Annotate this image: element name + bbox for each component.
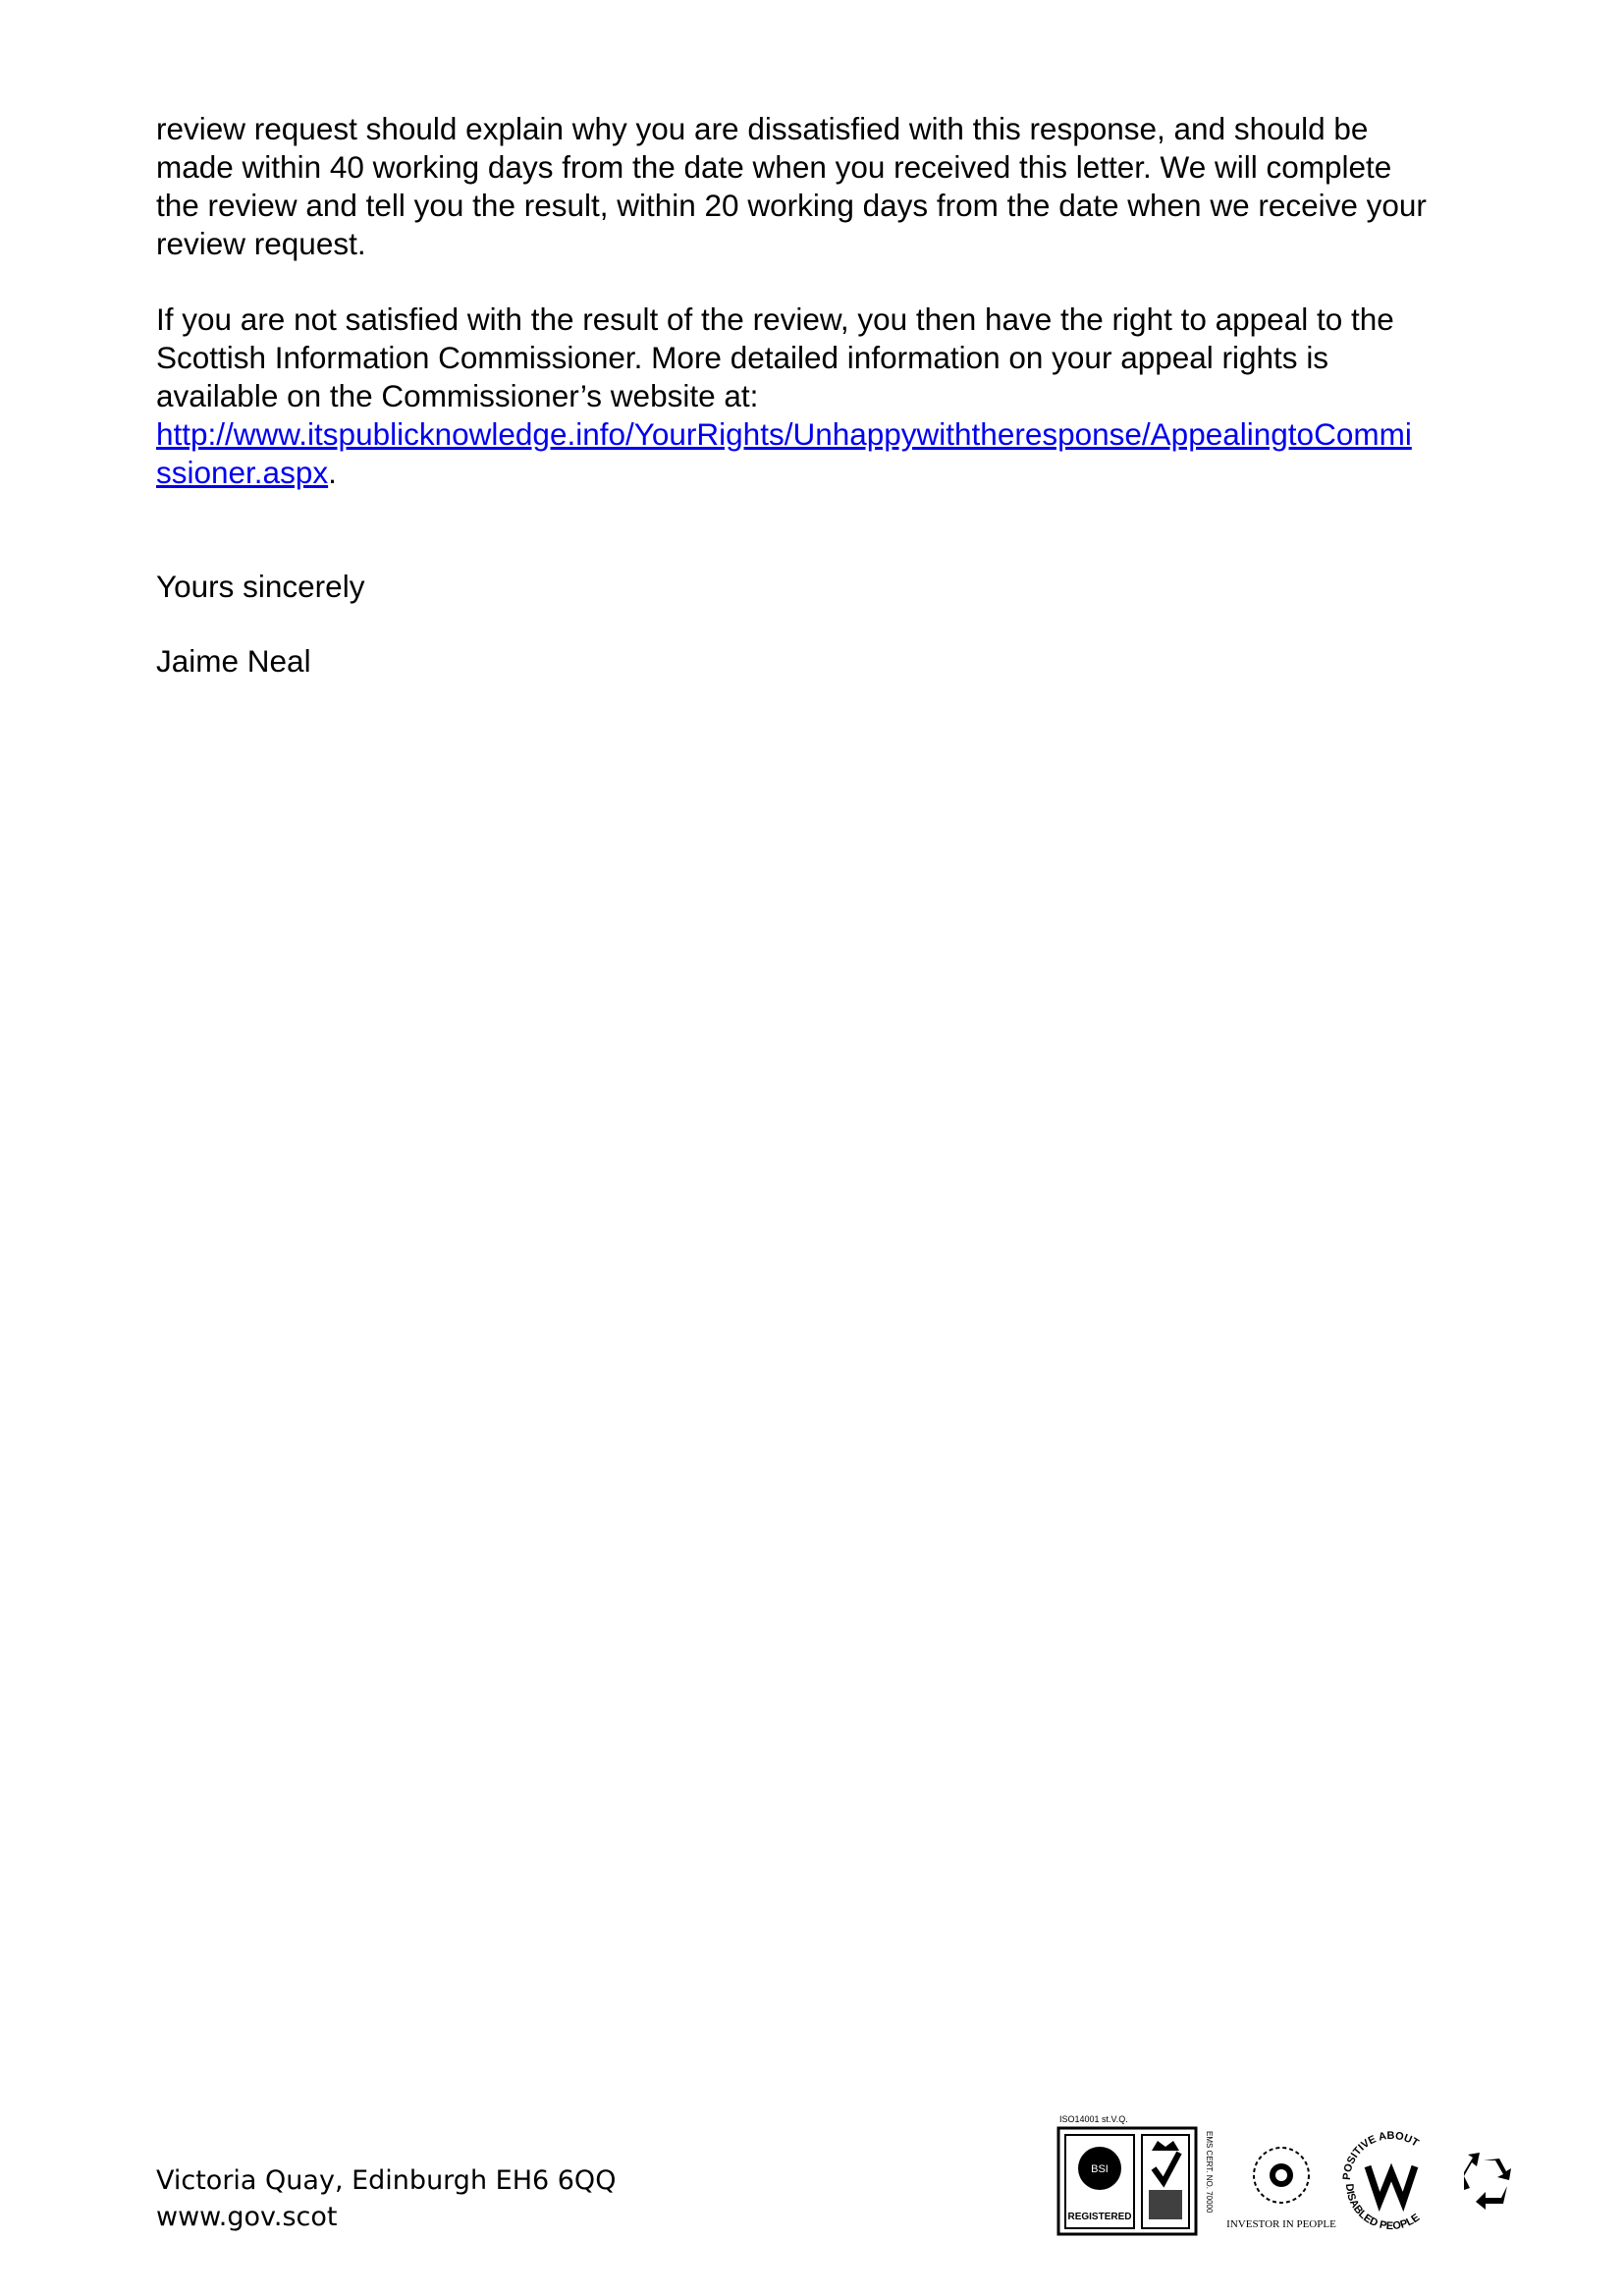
accreditation-logos bbox=[1056, 2111, 1527, 2239]
bsi-text: BSI bbox=[1091, 2163, 1109, 2175]
text-line: review request. bbox=[156, 226, 366, 261]
signature-name: Jaime Neal bbox=[156, 643, 311, 679]
appeal-paragraph bbox=[156, 301, 1531, 492]
commissioner-link-line bbox=[156, 454, 1531, 492]
review-paragraph bbox=[156, 110, 1531, 263]
commissioner-link-continued[interactable]: ssioner.aspx bbox=[156, 455, 329, 490]
iso-text: ISO14001 st.V.Q. bbox=[1059, 2114, 1128, 2124]
bsi-registered-icon bbox=[1058, 2114, 1196, 2234]
recycle-icon bbox=[1464, 2153, 1511, 2210]
investor-in-people-icon bbox=[1226, 2148, 1336, 2230]
text-line: Scottish Information Commissioner. More detailed information on your appeal rights is bbox=[156, 340, 1329, 375]
website-text: www.gov.scot bbox=[156, 2202, 338, 2232]
commissioner-link-line bbox=[156, 415, 1531, 454]
disabled-people-text: DISABLED PEOPLE bbox=[1342, 2183, 1423, 2233]
closing: Yours sincerely bbox=[156, 569, 365, 604]
text-line: review request should explain why you are dissatisfied with this response, and should be bbox=[156, 111, 1369, 146]
footer-address bbox=[156, 2162, 616, 2235]
text-line: available on the Commissioner’s website at: bbox=[156, 378, 759, 413]
text-line: the review and tell you the result, within 20 working days from the date when we receive your bbox=[156, 188, 1427, 223]
registered-text: REGISTERED bbox=[1067, 2212, 1132, 2222]
link-trailing-period: . bbox=[328, 455, 337, 490]
svg-text:POSITIVE ABOUT bbox=[1341, 2130, 1421, 2180]
positive-about-text: POSITIVE ABOUT bbox=[1340, 2129, 1421, 2181]
positive-about-disabled-people-icon bbox=[1341, 2130, 1436, 2232]
letter-body bbox=[156, 110, 1531, 529]
commissioner-link[interactable]: http://www.itspublicknowledge.info/YourRights/Unhappywiththeresponse/AppealingtoCommi bbox=[156, 416, 1412, 452]
ems-cert-text: EMS CERT. NO. 70000 bbox=[1205, 2131, 1214, 2214]
text-line: made within 40 working days from the date when you received this letter. We will complete bbox=[156, 149, 1392, 185]
investor-text: INVESTOR IN PEOPLE bbox=[1226, 2218, 1336, 2230]
address-line: Victoria Quay, Edinburgh EH6 6QQ bbox=[156, 2165, 617, 2196]
text-line: If you are not satisfied with the result of the review, you then have the right to appeal to the bbox=[156, 301, 1394, 337]
